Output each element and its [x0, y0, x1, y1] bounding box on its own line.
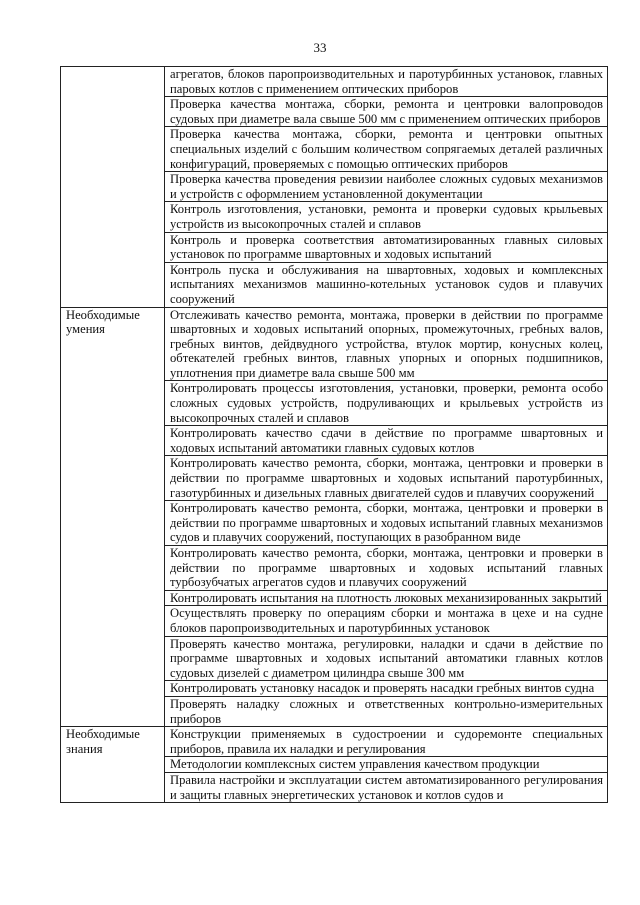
- table-cell: Контролировать процессы изготовления, установки, проверки, ремонта особо сложных судовых устройств, подруливающих и крыльевых устройств из высокопрочных сталей и сплавов: [165, 381, 608, 426]
- table-row: [61, 67, 608, 97]
- table-cell: Контролировать качество ремонта, сборки, монтажа, центровки и проверки в действии по программе швартовных и ходовых испытаний паротурбинных, газотурбинных и дизельных главных двигателей судов и плавучих сооружений: [165, 456, 608, 501]
- table-cell: Контроль и проверка соответствия автоматизированных главных силовых установок по программе швартовных и ходовых испытаний: [165, 232, 608, 262]
- table-cell: Контроль изготовления, установки, ремонта и проверки судовых крыльевых устройств из высокопрочных сталей и сплавов: [165, 202, 608, 232]
- table-cell: Контролировать установку насадок и проверять насадки гребных винтов судна: [165, 681, 608, 697]
- table-cell: Отслеживать качество ремонта, монтажа, проверки в действии по программе швартовных и ходовых испытаний опорных, промежуточных, гребных валов, гребных винтов, дейдвудного устройства, втулок мортир, конусных колец, обтекателей гребных винтов, главных упорных и опорных подшипников, уплотнения при диаметре вала свыше 500 мм: [165, 307, 608, 381]
- table-cell: Контролировать качество ремонта, сборки, монтажа, центровки и проверки в действии по программе швартовных и ходовых испытаний главных механизмов судов и плавучих сооружений, поступающих в разобранном виде: [165, 501, 608, 546]
- table-cell: Осуществлять проверку по операциям сборки и монтажа в цехе и на судне блоков паропроизводительных и паротурбинных установок: [165, 606, 608, 636]
- competency-table: [60, 66, 608, 803]
- table-cell: Проверять качество монтажа, регулировки, наладки и сдачи в действие по программе швартовных и ходовых испытаний автоматики главных котлов судовых дизелей с диаметром цилиндра свыше 300 мм: [165, 636, 608, 681]
- section-label: Необходимые умения: [61, 307, 165, 727]
- section-label: Необходимые знания: [61, 727, 165, 803]
- table-cell: Правила настройки и эксплуатации систем автоматизированного регулирования и защиты главных энергетических установок и котлов судов и: [165, 772, 608, 802]
- table-cell: Контролировать качество сдачи в действие по программе швартовных и ходовых испытаний автоматики главных судовых котлов: [165, 426, 608, 456]
- table-row: [61, 727, 608, 757]
- table-cell: Контролировать испытания на плотность люковых механизированных закрытий: [165, 590, 608, 606]
- page-number: 33: [313, 40, 327, 55]
- table-cell: Проверка качества монтажа, сборки, ремонта и центровки опытных специальных изделий с большим количеством сопрягаемых деталей различных конфигураций, проверяемых с помощью оптических приборов: [165, 127, 608, 172]
- table-cell: Проверка качества проведения ревизии наиболее сложных судовых механизмов и устройств с оформлением установленной документации: [165, 172, 608, 202]
- table-cell: Контроль пуска и обслуживания на швартовных, ходовых и комплексных испытаниях механизмов машинно-котельных установок судов и плавучих сооружений: [165, 262, 608, 307]
- section-label: [61, 67, 165, 308]
- table-cell: Контролировать качество ремонта, сборки, монтажа, центровки и проверки в действии по программе швартовных и ходовых испытаний главных турбозубчатых агрегатов судов и плавучих сооружений: [165, 546, 608, 591]
- table-cell: агрегатов, блоков паропроизводительных и паротурбинных установок, главных паровых котлов с применением оптических приборов: [165, 67, 608, 97]
- table-cell: Проверка качества монтажа, сборки, ремонта и центровки валопроводов судовых при диаметре вала свыше 500 мм с применением оптических приборов: [165, 97, 608, 127]
- table-row: [61, 307, 608, 381]
- table-cell: Методологии комплексных систем управления качеством продукции: [165, 757, 608, 773]
- table-cell: Проверять наладку сложных и ответственных контрольно-измерительных приборов: [165, 696, 608, 726]
- table-cell: Конструкции применяемых в судостроении и судоремонте специальных приборов, правила их наладки и регулирования: [165, 727, 608, 757]
